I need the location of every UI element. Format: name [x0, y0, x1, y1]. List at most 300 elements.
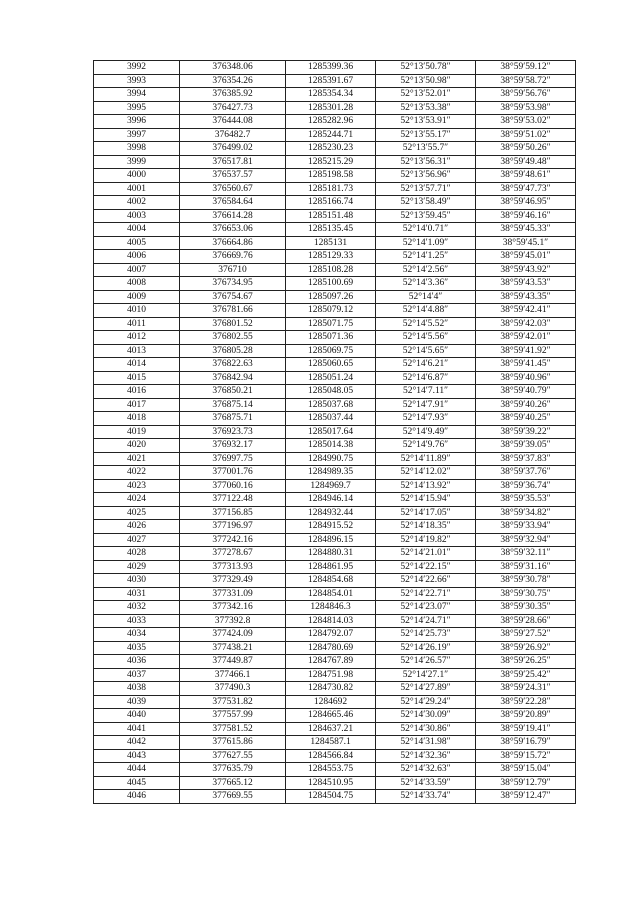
- latitude-cell: 52°13′55.7″: [376, 142, 476, 156]
- longitude-cell: 38°59′34.82″: [476, 506, 576, 520]
- point-number-cell: 4005: [94, 236, 180, 250]
- y-coordinate-cell: 1284946.14: [286, 493, 376, 507]
- table-row: [94, 74, 576, 88]
- latitude-cell: 52°14′5.52″: [376, 317, 476, 331]
- x-coordinate-cell: 377627.55: [180, 749, 286, 763]
- point-number-cell: 3992: [94, 61, 180, 75]
- latitude-cell: 52°14′21.01″: [376, 547, 476, 561]
- x-coordinate-cell: 377392.8: [180, 614, 286, 628]
- longitude-cell: 38°59′32.11″: [476, 547, 576, 561]
- x-coordinate-cell: 377331.09: [180, 587, 286, 601]
- longitude-cell: 38°59′30.75″: [476, 587, 576, 601]
- latitude-cell: 52°14′6.87″: [376, 371, 476, 385]
- longitude-cell: 38°59′31.16″: [476, 560, 576, 574]
- latitude-cell: 52°14′17.05″: [376, 506, 476, 520]
- point-number-cell: 4030: [94, 574, 180, 588]
- y-coordinate-cell: 1285198.58: [286, 169, 376, 183]
- longitude-cell: 38°59′42.41″: [476, 304, 576, 318]
- point-number-cell: 4000: [94, 169, 180, 183]
- longitude-cell: 38°59′43.92″: [476, 263, 576, 277]
- y-coordinate-cell: 1284665.46: [286, 709, 376, 723]
- latitude-cell: 52°14′18.35″: [376, 520, 476, 534]
- longitude-cell: 38°59′12.79″: [476, 776, 576, 790]
- x-coordinate-cell: 376754.67: [180, 290, 286, 304]
- x-coordinate-cell: 377531.82: [180, 695, 286, 709]
- x-coordinate-cell: 377449.87: [180, 655, 286, 669]
- point-number-cell: 4022: [94, 466, 180, 480]
- x-coordinate-cell: 377242.16: [180, 533, 286, 547]
- point-number-cell: 4017: [94, 398, 180, 412]
- point-number-cell: 4034: [94, 628, 180, 642]
- table-row: [94, 655, 576, 669]
- y-coordinate-cell: 1284915.52: [286, 520, 376, 534]
- x-coordinate-cell: 377635.79: [180, 763, 286, 777]
- latitude-cell: 52°14′1.09″: [376, 236, 476, 250]
- latitude-cell: 52°14′9.76″: [376, 439, 476, 453]
- longitude-cell: 38°59′15.72″: [476, 749, 576, 763]
- table-row: [94, 736, 576, 750]
- point-number-cell: 4007: [94, 263, 180, 277]
- table-row: [94, 776, 576, 790]
- y-coordinate-cell: 1285391.67: [286, 74, 376, 88]
- longitude-cell: 38°59′24.31″: [476, 682, 576, 696]
- table-row: [94, 128, 576, 142]
- longitude-cell: 38°59′40.79″: [476, 385, 576, 399]
- longitude-cell: 38°59′19.41″: [476, 722, 576, 736]
- y-coordinate-cell: 1284553.75: [286, 763, 376, 777]
- coordinates-table-body: [94, 61, 576, 804]
- latitude-cell: 52°14′7.93″: [376, 412, 476, 426]
- table-row: [94, 115, 576, 129]
- x-coordinate-cell: 376850.21: [180, 385, 286, 399]
- x-coordinate-cell: 376444.08: [180, 115, 286, 129]
- y-coordinate-cell: 1285230.23: [286, 142, 376, 156]
- latitude-cell: 52°13′53.91″: [376, 115, 476, 129]
- x-coordinate-cell: 377278.67: [180, 547, 286, 561]
- table-row: [94, 142, 576, 156]
- longitude-cell: 38°59′48.61″: [476, 169, 576, 183]
- x-coordinate-cell: 376875.71: [180, 412, 286, 426]
- point-number-cell: 4008: [94, 277, 180, 291]
- y-coordinate-cell: 1285301.28: [286, 101, 376, 115]
- latitude-cell: 52°13′57.71″: [376, 182, 476, 196]
- y-coordinate-cell: 1285071.75: [286, 317, 376, 331]
- x-coordinate-cell: 377557.99: [180, 709, 286, 723]
- longitude-cell: 38°59′43.53″: [476, 277, 576, 291]
- table-row: [94, 263, 576, 277]
- x-coordinate-cell: 376932.17: [180, 439, 286, 453]
- table-row: [94, 344, 576, 358]
- longitude-cell: 38°59′40.96″: [476, 371, 576, 385]
- table-row: [94, 223, 576, 237]
- point-number-cell: 4039: [94, 695, 180, 709]
- table-row: [94, 236, 576, 250]
- table-row: [94, 425, 576, 439]
- longitude-cell: 38°59′50.26″: [476, 142, 576, 156]
- x-coordinate-cell: 376348.06: [180, 61, 286, 75]
- table-row: [94, 709, 576, 723]
- x-coordinate-cell: 376781.66: [180, 304, 286, 318]
- table-row: [94, 439, 576, 453]
- table-row: [94, 466, 576, 480]
- y-coordinate-cell: 1285166.74: [286, 196, 376, 210]
- table-row: [94, 304, 576, 318]
- longitude-cell: 38°59′39.05″: [476, 439, 576, 453]
- longitude-cell: 38°59′32.94″: [476, 533, 576, 547]
- latitude-cell: 52°14′24.71″: [376, 614, 476, 628]
- point-number-cell: 4044: [94, 763, 180, 777]
- latitude-cell: 52°14′31.98″: [376, 736, 476, 750]
- point-number-cell: 3997: [94, 128, 180, 142]
- y-coordinate-cell: 1284780.69: [286, 641, 376, 655]
- x-coordinate-cell: 376664.86: [180, 236, 286, 250]
- x-coordinate-cell: 377665.12: [180, 776, 286, 790]
- x-coordinate-cell: 377122.48: [180, 493, 286, 507]
- longitude-cell: 38°59′46.16″: [476, 209, 576, 223]
- longitude-cell: 38°59′39.22″: [476, 425, 576, 439]
- table-row: [94, 452, 576, 466]
- latitude-cell: 52°14′5.65″: [376, 344, 476, 358]
- latitude-cell: 52°14′27.89″: [376, 682, 476, 696]
- latitude-cell: 52°14′30.09″: [376, 709, 476, 723]
- latitude-cell: 52°14′13.92″: [376, 479, 476, 493]
- point-number-cell: 4027: [94, 533, 180, 547]
- latitude-cell: 52°14′5.56″: [376, 331, 476, 345]
- latitude-cell: 52°13′52.01″: [376, 88, 476, 102]
- table-row: [94, 250, 576, 264]
- x-coordinate-cell: 377669.55: [180, 790, 286, 804]
- point-number-cell: 4002: [94, 196, 180, 210]
- y-coordinate-cell: 1284854.01: [286, 587, 376, 601]
- point-number-cell: 4018: [94, 412, 180, 426]
- y-coordinate-cell: 1284587.1: [286, 736, 376, 750]
- y-coordinate-cell: 1285108.28: [286, 263, 376, 277]
- y-coordinate-cell: 1285135.45: [286, 223, 376, 237]
- point-number-cell: 4029: [94, 560, 180, 574]
- latitude-cell: 52°14′11.89″: [376, 452, 476, 466]
- x-coordinate-cell: 377001.76: [180, 466, 286, 480]
- y-coordinate-cell: 1285131: [286, 236, 376, 250]
- longitude-cell: 38°59′26.92″: [476, 641, 576, 655]
- latitude-cell: 52°14′4.88″: [376, 304, 476, 318]
- table-row: [94, 533, 576, 547]
- latitude-cell: 52°14′7.91″: [376, 398, 476, 412]
- table-row: [94, 385, 576, 399]
- y-coordinate-cell: 1284637.21: [286, 722, 376, 736]
- table-row: [94, 628, 576, 642]
- table-row: [94, 479, 576, 493]
- x-coordinate-cell: 376997.75: [180, 452, 286, 466]
- longitude-cell: 38°59′45.33″: [476, 223, 576, 237]
- y-coordinate-cell: 1284969.7: [286, 479, 376, 493]
- point-number-cell: 4035: [94, 641, 180, 655]
- table-row: [94, 182, 576, 196]
- latitude-cell: 52°14′26.57″: [376, 655, 476, 669]
- y-coordinate-cell: 1285215.29: [286, 155, 376, 169]
- point-number-cell: 4014: [94, 358, 180, 372]
- longitude-cell: 38°59′42.03″: [476, 317, 576, 331]
- table-row: [94, 506, 576, 520]
- x-coordinate-cell: 376517.81: [180, 155, 286, 169]
- x-coordinate-cell: 377438.21: [180, 641, 286, 655]
- y-coordinate-cell: 1284767.89: [286, 655, 376, 669]
- longitude-cell: 38°59′16.79″: [476, 736, 576, 750]
- y-coordinate-cell: 1284510.95: [286, 776, 376, 790]
- y-coordinate-cell: 1285071.36: [286, 331, 376, 345]
- point-number-cell: 4024: [94, 493, 180, 507]
- latitude-cell: 52°14′32.36″: [376, 749, 476, 763]
- longitude-cell: 38°59′59.12″: [476, 61, 576, 75]
- latitude-cell: 52°14′0.71″: [376, 223, 476, 237]
- longitude-cell: 38°59′41.92″: [476, 344, 576, 358]
- y-coordinate-cell: 1285060.65: [286, 358, 376, 372]
- table-row: [94, 101, 576, 115]
- table-row: [94, 371, 576, 385]
- point-number-cell: 3998: [94, 142, 180, 156]
- x-coordinate-cell: 377490.3: [180, 682, 286, 696]
- longitude-cell: 38°59′15.04″: [476, 763, 576, 777]
- x-coordinate-cell: 376842.94: [180, 371, 286, 385]
- point-number-cell: 4011: [94, 317, 180, 331]
- x-coordinate-cell: 377156.85: [180, 506, 286, 520]
- point-number-cell: 4026: [94, 520, 180, 534]
- point-number-cell: 4020: [94, 439, 180, 453]
- point-number-cell: 4013: [94, 344, 180, 358]
- point-number-cell: 4032: [94, 601, 180, 615]
- longitude-cell: 38°59′36.74″: [476, 479, 576, 493]
- table-row: [94, 412, 576, 426]
- point-number-cell: 4004: [94, 223, 180, 237]
- y-coordinate-cell: 1285354.34: [286, 88, 376, 102]
- latitude-cell: 52°13′59.45″: [376, 209, 476, 223]
- latitude-cell: 52°14′33.59″: [376, 776, 476, 790]
- x-coordinate-cell: 376537.57: [180, 169, 286, 183]
- y-coordinate-cell: 1285151.48: [286, 209, 376, 223]
- table-row: [94, 209, 576, 223]
- y-coordinate-cell: 1284989.35: [286, 466, 376, 480]
- x-coordinate-cell: 377424.09: [180, 628, 286, 642]
- latitude-cell: 52°14′25.73″: [376, 628, 476, 642]
- longitude-cell: 38°59′37.83″: [476, 452, 576, 466]
- x-coordinate-cell: 376385.92: [180, 88, 286, 102]
- longitude-cell: 38°59′46.95″: [476, 196, 576, 210]
- table-row: [94, 722, 576, 736]
- longitude-cell: 38°59′33.94″: [476, 520, 576, 534]
- table-row: [94, 749, 576, 763]
- point-number-cell: 3999: [94, 155, 180, 169]
- latitude-cell: 52°14′23.07″: [376, 601, 476, 615]
- point-number-cell: 4006: [94, 250, 180, 264]
- longitude-cell: 38°59′40.26″: [476, 398, 576, 412]
- y-coordinate-cell: 1285097.26: [286, 290, 376, 304]
- x-coordinate-cell: 376614.28: [180, 209, 286, 223]
- x-coordinate-cell: 376584.64: [180, 196, 286, 210]
- point-number-cell: 4041: [94, 722, 180, 736]
- point-number-cell: 4016: [94, 385, 180, 399]
- table-row: [94, 290, 576, 304]
- longitude-cell: 38°59′42.01″: [476, 331, 576, 345]
- y-coordinate-cell: 1285244.71: [286, 128, 376, 142]
- latitude-cell: 52°14′29.24″: [376, 695, 476, 709]
- point-number-cell: 4001: [94, 182, 180, 196]
- latitude-cell: 52°14′26.19″: [376, 641, 476, 655]
- table-row: [94, 560, 576, 574]
- latitude-cell: 52°13′55.17″: [376, 128, 476, 142]
- longitude-cell: 38°59′25.42″: [476, 668, 576, 682]
- y-coordinate-cell: 1284990.75: [286, 452, 376, 466]
- y-coordinate-cell: 1284861.95: [286, 560, 376, 574]
- longitude-cell: 38°59′27.52″: [476, 628, 576, 642]
- point-number-cell: 4043: [94, 749, 180, 763]
- longitude-cell: 38°59′53.98″: [476, 101, 576, 115]
- x-coordinate-cell: 376802.55: [180, 331, 286, 345]
- longitude-cell: 38°59′45.1″: [476, 236, 576, 250]
- latitude-cell: 52°14′3.36″: [376, 277, 476, 291]
- y-coordinate-cell: 1284504.75: [286, 790, 376, 804]
- table-row: [94, 668, 576, 682]
- longitude-cell: 38°59′12.47″: [476, 790, 576, 804]
- x-coordinate-cell: 376560.67: [180, 182, 286, 196]
- point-number-cell: 3994: [94, 88, 180, 102]
- table-row: [94, 493, 576, 507]
- table-row: [94, 547, 576, 561]
- table-row: [94, 61, 576, 75]
- latitude-cell: 52°14′30.86″: [376, 722, 476, 736]
- point-number-cell: 4046: [94, 790, 180, 804]
- x-coordinate-cell: 376875.14: [180, 398, 286, 412]
- table-row: [94, 587, 576, 601]
- point-number-cell: 4025: [94, 506, 180, 520]
- x-coordinate-cell: 376427.73: [180, 101, 286, 115]
- longitude-cell: 38°59′56.76″: [476, 88, 576, 102]
- x-coordinate-cell: 376822.63: [180, 358, 286, 372]
- table-row: [94, 614, 576, 628]
- longitude-cell: 38°59′37.76″: [476, 466, 576, 480]
- y-coordinate-cell: 1284896.15: [286, 533, 376, 547]
- x-coordinate-cell: 377060.16: [180, 479, 286, 493]
- y-coordinate-cell: 1284566.84: [286, 749, 376, 763]
- longitude-cell: 38°59′41.45″: [476, 358, 576, 372]
- longitude-cell: 38°59′51.02″: [476, 128, 576, 142]
- latitude-cell: 52°14′4″: [376, 290, 476, 304]
- table-row: [94, 574, 576, 588]
- y-coordinate-cell: 1284730.82: [286, 682, 376, 696]
- table-row: [94, 641, 576, 655]
- y-coordinate-cell: 1285051.24: [286, 371, 376, 385]
- x-coordinate-cell: 377313.93: [180, 560, 286, 574]
- y-coordinate-cell: 1284932.44: [286, 506, 376, 520]
- latitude-cell: 52°14′22.15″: [376, 560, 476, 574]
- longitude-cell: 38°59′26.25″: [476, 655, 576, 669]
- latitude-cell: 52°14′2.56″: [376, 263, 476, 277]
- latitude-cell: 52°13′56.96″: [376, 169, 476, 183]
- y-coordinate-cell: 1285037.44: [286, 412, 376, 426]
- latitude-cell: 52°14′7.11″: [376, 385, 476, 399]
- x-coordinate-cell: 376499.02: [180, 142, 286, 156]
- point-number-cell: 4033: [94, 614, 180, 628]
- point-number-cell: 4003: [94, 209, 180, 223]
- x-coordinate-cell: 377196.97: [180, 520, 286, 534]
- longitude-cell: 38°59′30.78″: [476, 574, 576, 588]
- table-row: [94, 695, 576, 709]
- point-number-cell: 4009: [94, 290, 180, 304]
- point-number-cell: 4023: [94, 479, 180, 493]
- x-coordinate-cell: 376482.7: [180, 128, 286, 142]
- y-coordinate-cell: 1284814.03: [286, 614, 376, 628]
- y-coordinate-cell: 1285079.12: [286, 304, 376, 318]
- table-row: [94, 277, 576, 291]
- y-coordinate-cell: 1285069.75: [286, 344, 376, 358]
- table-row: [94, 398, 576, 412]
- latitude-cell: 52°14′12.02″: [376, 466, 476, 480]
- table-row: [94, 155, 576, 169]
- point-number-cell: 4012: [94, 331, 180, 345]
- table-row: [94, 790, 576, 804]
- latitude-cell: 52°14′32.63″: [376, 763, 476, 777]
- longitude-cell: 38°59′22.28″: [476, 695, 576, 709]
- longitude-cell: 38°59′20.89″: [476, 709, 576, 723]
- x-coordinate-cell: 377342.16: [180, 601, 286, 615]
- longitude-cell: 38°59′30.35″: [476, 601, 576, 615]
- y-coordinate-cell: 1285399.36: [286, 61, 376, 75]
- longitude-cell: 38°59′28.66″: [476, 614, 576, 628]
- point-number-cell: 4021: [94, 452, 180, 466]
- point-number-cell: 4037: [94, 668, 180, 682]
- point-number-cell: 3995: [94, 101, 180, 115]
- table-row: [94, 358, 576, 372]
- latitude-cell: 52°13′56.31″: [376, 155, 476, 169]
- x-coordinate-cell: 376801.52: [180, 317, 286, 331]
- table-row: [94, 601, 576, 615]
- point-number-cell: 4010: [94, 304, 180, 318]
- point-number-cell: 4045: [94, 776, 180, 790]
- latitude-cell: 52°14′27.1″: [376, 668, 476, 682]
- point-number-cell: 3996: [94, 115, 180, 129]
- table-row: [94, 196, 576, 210]
- longitude-cell: 38°59′53.02″: [476, 115, 576, 129]
- table-row: [94, 520, 576, 534]
- x-coordinate-cell: 376354.26: [180, 74, 286, 88]
- point-number-cell: 4031: [94, 587, 180, 601]
- x-coordinate-cell: 376710: [180, 263, 286, 277]
- y-coordinate-cell: 1284846.3: [286, 601, 376, 615]
- y-coordinate-cell: 1285014.38: [286, 439, 376, 453]
- table-row: [94, 682, 576, 696]
- latitude-cell: 52°14′15.94″: [376, 493, 476, 507]
- y-coordinate-cell: 1284792.07: [286, 628, 376, 642]
- y-coordinate-cell: 1285017.64: [286, 425, 376, 439]
- table-row: [94, 331, 576, 345]
- latitude-cell: 52°14′33.74″: [376, 790, 476, 804]
- latitude-cell: 52°13′50.98″: [376, 74, 476, 88]
- point-number-cell: 4040: [94, 709, 180, 723]
- x-coordinate-cell: 376669.76: [180, 250, 286, 264]
- y-coordinate-cell: 1285100.69: [286, 277, 376, 291]
- y-coordinate-cell: 1284751.98: [286, 668, 376, 682]
- point-number-cell: 4019: [94, 425, 180, 439]
- table-row: [94, 763, 576, 777]
- latitude-cell: 52°14′19.82″: [376, 533, 476, 547]
- y-coordinate-cell: 1284880.31: [286, 547, 376, 561]
- point-number-cell: 3993: [94, 74, 180, 88]
- table-row: [94, 88, 576, 102]
- point-number-cell: 4038: [94, 682, 180, 696]
- point-number-cell: 4028: [94, 547, 180, 561]
- longitude-cell: 38°59′45.01″: [476, 250, 576, 264]
- y-coordinate-cell: 1285048.05: [286, 385, 376, 399]
- latitude-cell: 52°14′6.21″: [376, 358, 476, 372]
- point-number-cell: 4036: [94, 655, 180, 669]
